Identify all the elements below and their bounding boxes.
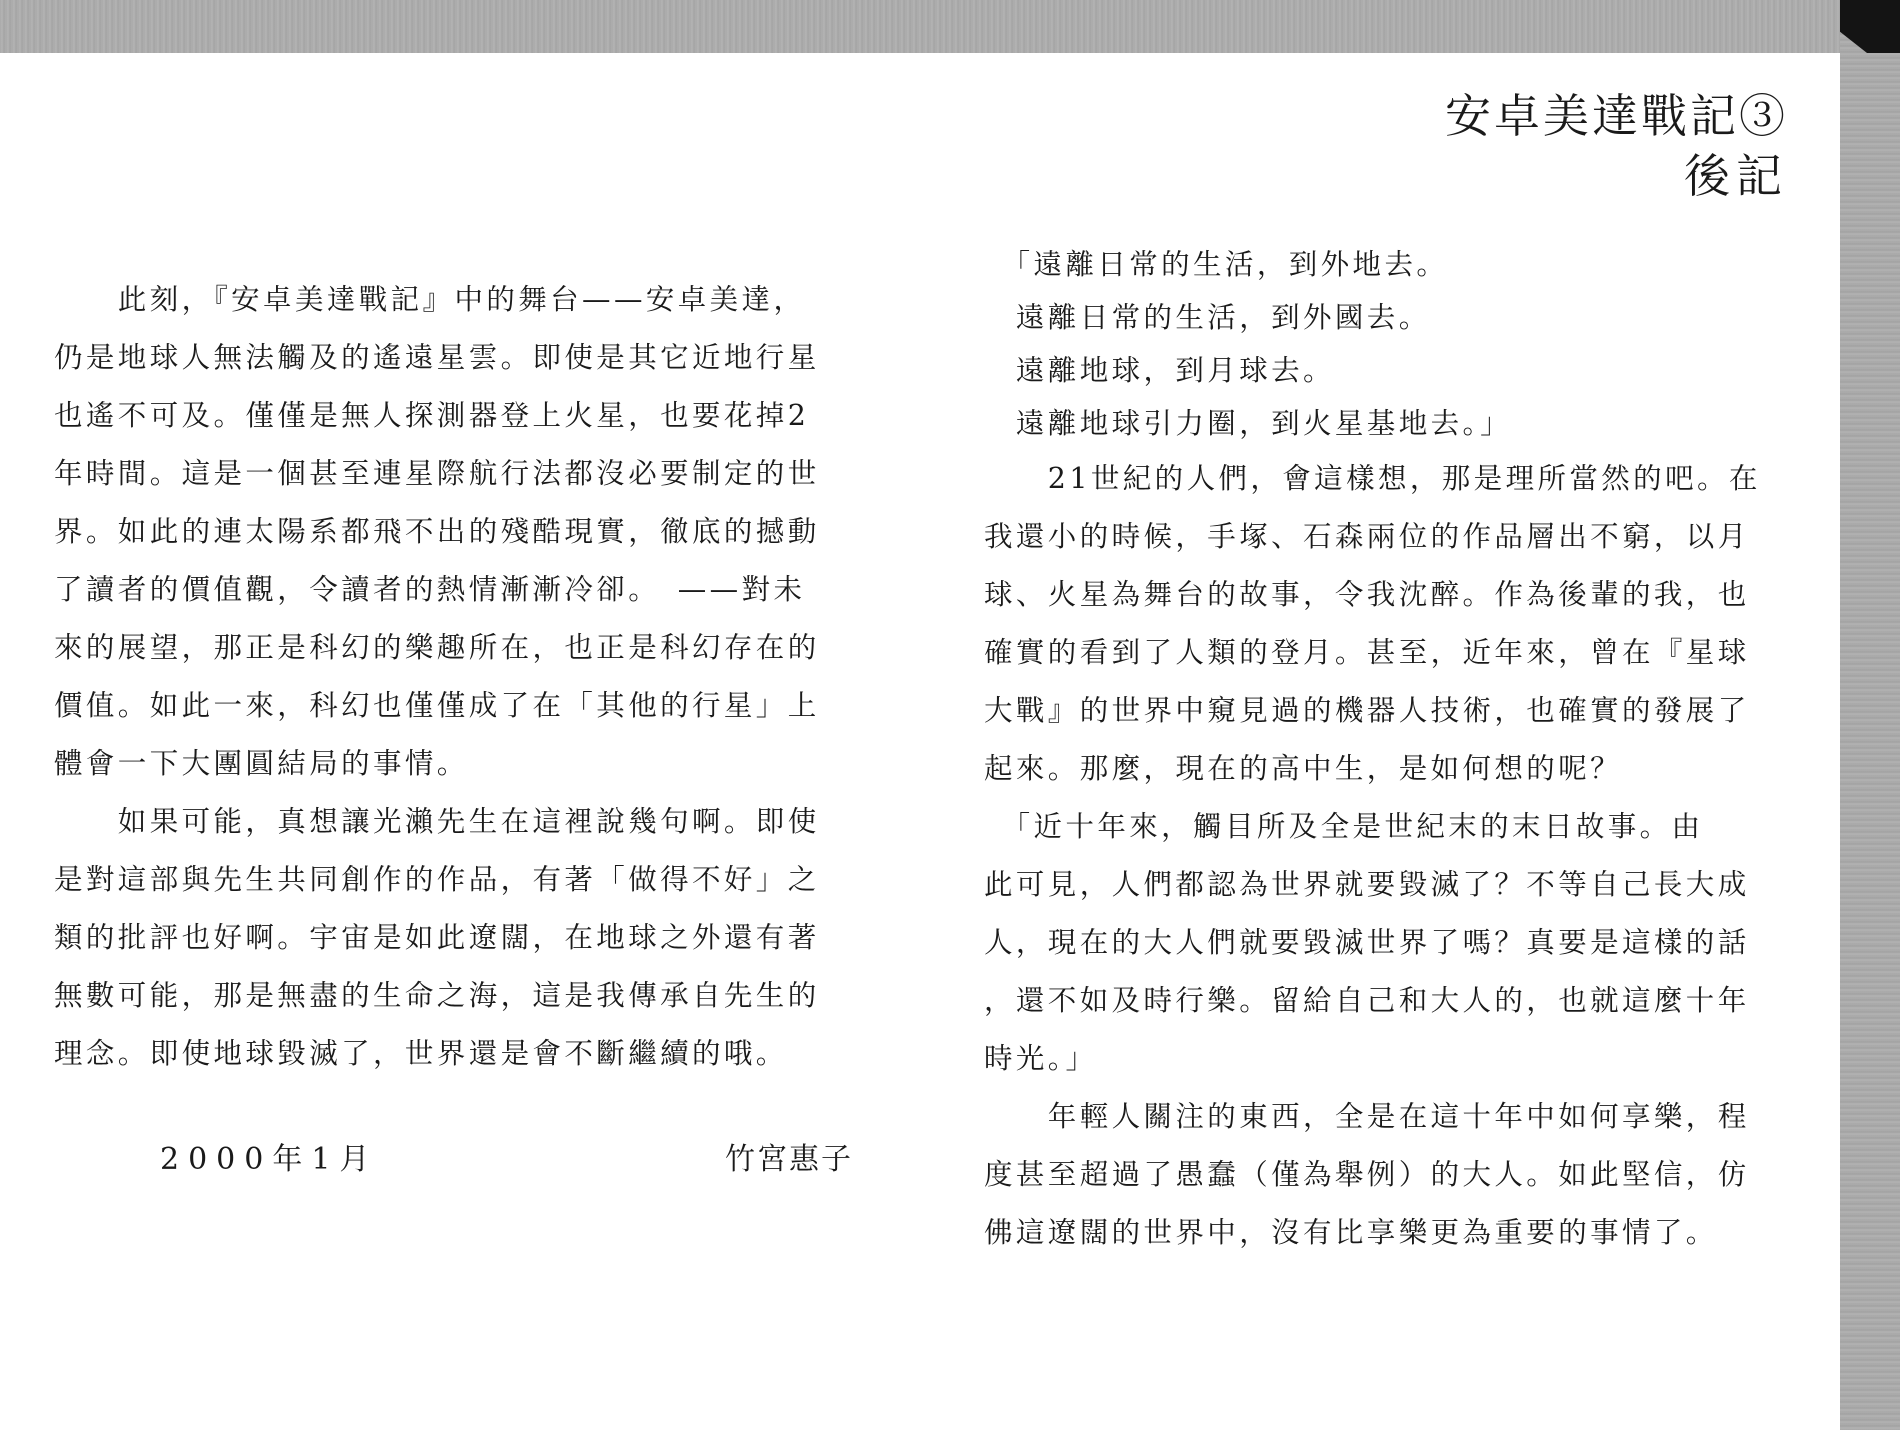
text-line: 我還小的時候，手塚、石森兩位的作品層出不窮，以月 xyxy=(984,520,1750,553)
signature-author: 竹宮惠子 xyxy=(725,1142,853,1177)
text-line: 此刻，『安卓美達戰記』中的舞台——安卓美達， xyxy=(54,283,806,316)
text-line: 類的批評也好啊。宇宙是如此遼闊，在地球之外還有著 xyxy=(54,921,820,954)
text-line: 確實的看到了人類的登月。甚至，近年來，曾在『星球 xyxy=(984,636,1750,669)
text-line: 此可見，人們都認為世界就要毀滅了？不等自己長大成 xyxy=(984,868,1750,901)
right-column xyxy=(984,238,1804,1262)
quote-line: 遠離日常的生活，到外國去。 xyxy=(984,301,1431,334)
text-line: 是對這部與先生共同創作的作品，有著「做得不好」之 xyxy=(54,863,820,896)
text-line: 來的展望，那正是科幻的樂趣所在，也正是科幻存在的 xyxy=(54,631,820,664)
text-line: 人，現在的大人們就要毀滅世界了嗎？真要是這樣的話 xyxy=(984,926,1750,959)
text-line: 仍是地球人無法觸及的遙遠星雲。即使是其它近地行星 xyxy=(54,341,820,374)
text-line: 無數可能，那是無盡的生命之海，這是我傳承自先生的 xyxy=(54,979,820,1012)
signature-date: 2000年1月 xyxy=(160,1142,379,1177)
text-line: 年時間。這是一個甚至連星際航行法都沒必要制定的世 xyxy=(54,457,820,490)
scan-right-border xyxy=(1840,0,1900,1430)
text-line: 價值。如此一來，科幻也僅僅成了在「其他的行星」上 xyxy=(54,689,820,722)
text-line: 21世紀的人們，會這樣想，那是理所當然的吧。在 xyxy=(984,462,1761,495)
text-line: 體會一下大團圓結局的事情。 xyxy=(54,747,469,780)
quote-line: 遠離地球，到月球去。 xyxy=(984,354,1335,387)
text-line: 年輕人關注的東西，全是在這十年中如何享樂，程 xyxy=(984,1100,1750,1133)
text-line: 如果可能，真想讓光瀨先生在這裡說幾句啊。即使 xyxy=(54,805,820,838)
text-line: 時光。」 xyxy=(984,1042,1098,1075)
text-line: 大戰』的世界中窺見過的機器人技術，也確實的發展了 xyxy=(984,694,1750,727)
text-line: 度甚至超過了愚蠢（僅為舉例）的大人。如此堅信，仿 xyxy=(984,1158,1750,1191)
left-column xyxy=(54,271,854,1083)
text-line: ，還不如及時行樂。留給自己和大人的，也就這麼十年 xyxy=(984,984,1750,1017)
chapter-title: 後記 xyxy=(1684,149,1788,203)
text-line: 也遙不可及。僅僅是無人探測器登上火星，也要花掉2 xyxy=(54,399,810,432)
page-header xyxy=(1445,86,1788,206)
text-line: 界。如此的連太陽系都飛不出的殘酷現實，徹底的撼動 xyxy=(54,515,820,548)
quote-line: 遠離地球引力圈，到火星基地去。」 xyxy=(984,407,1513,440)
text-line: 佛這遼闊的世界中，沒有比享樂更為重要的事情了。 xyxy=(984,1216,1718,1249)
text-line: 起來。那麼，現在的高中生，是如何想的呢？ xyxy=(984,752,1623,785)
quote-line: 「遠離日常的生活，到外地去。 xyxy=(984,248,1449,281)
text-line: 「近十年來，觸目所及全是世紀末的末日故事。由 xyxy=(984,810,1704,843)
scan-top-border xyxy=(0,0,1900,53)
text-line: 球、火星為舞台的故事，令我沈醉。作為後輩的我，也 xyxy=(984,578,1750,611)
text-line: 理念。即使地球毀滅了，世界還是會不斷繼續的哦。 xyxy=(54,1037,788,1070)
text-line: 了讀者的價值觀，令讀者的熱情漸漸冷卻。 ——對未 xyxy=(54,573,806,606)
book-title: 安卓美達戰記③ xyxy=(1445,89,1788,143)
